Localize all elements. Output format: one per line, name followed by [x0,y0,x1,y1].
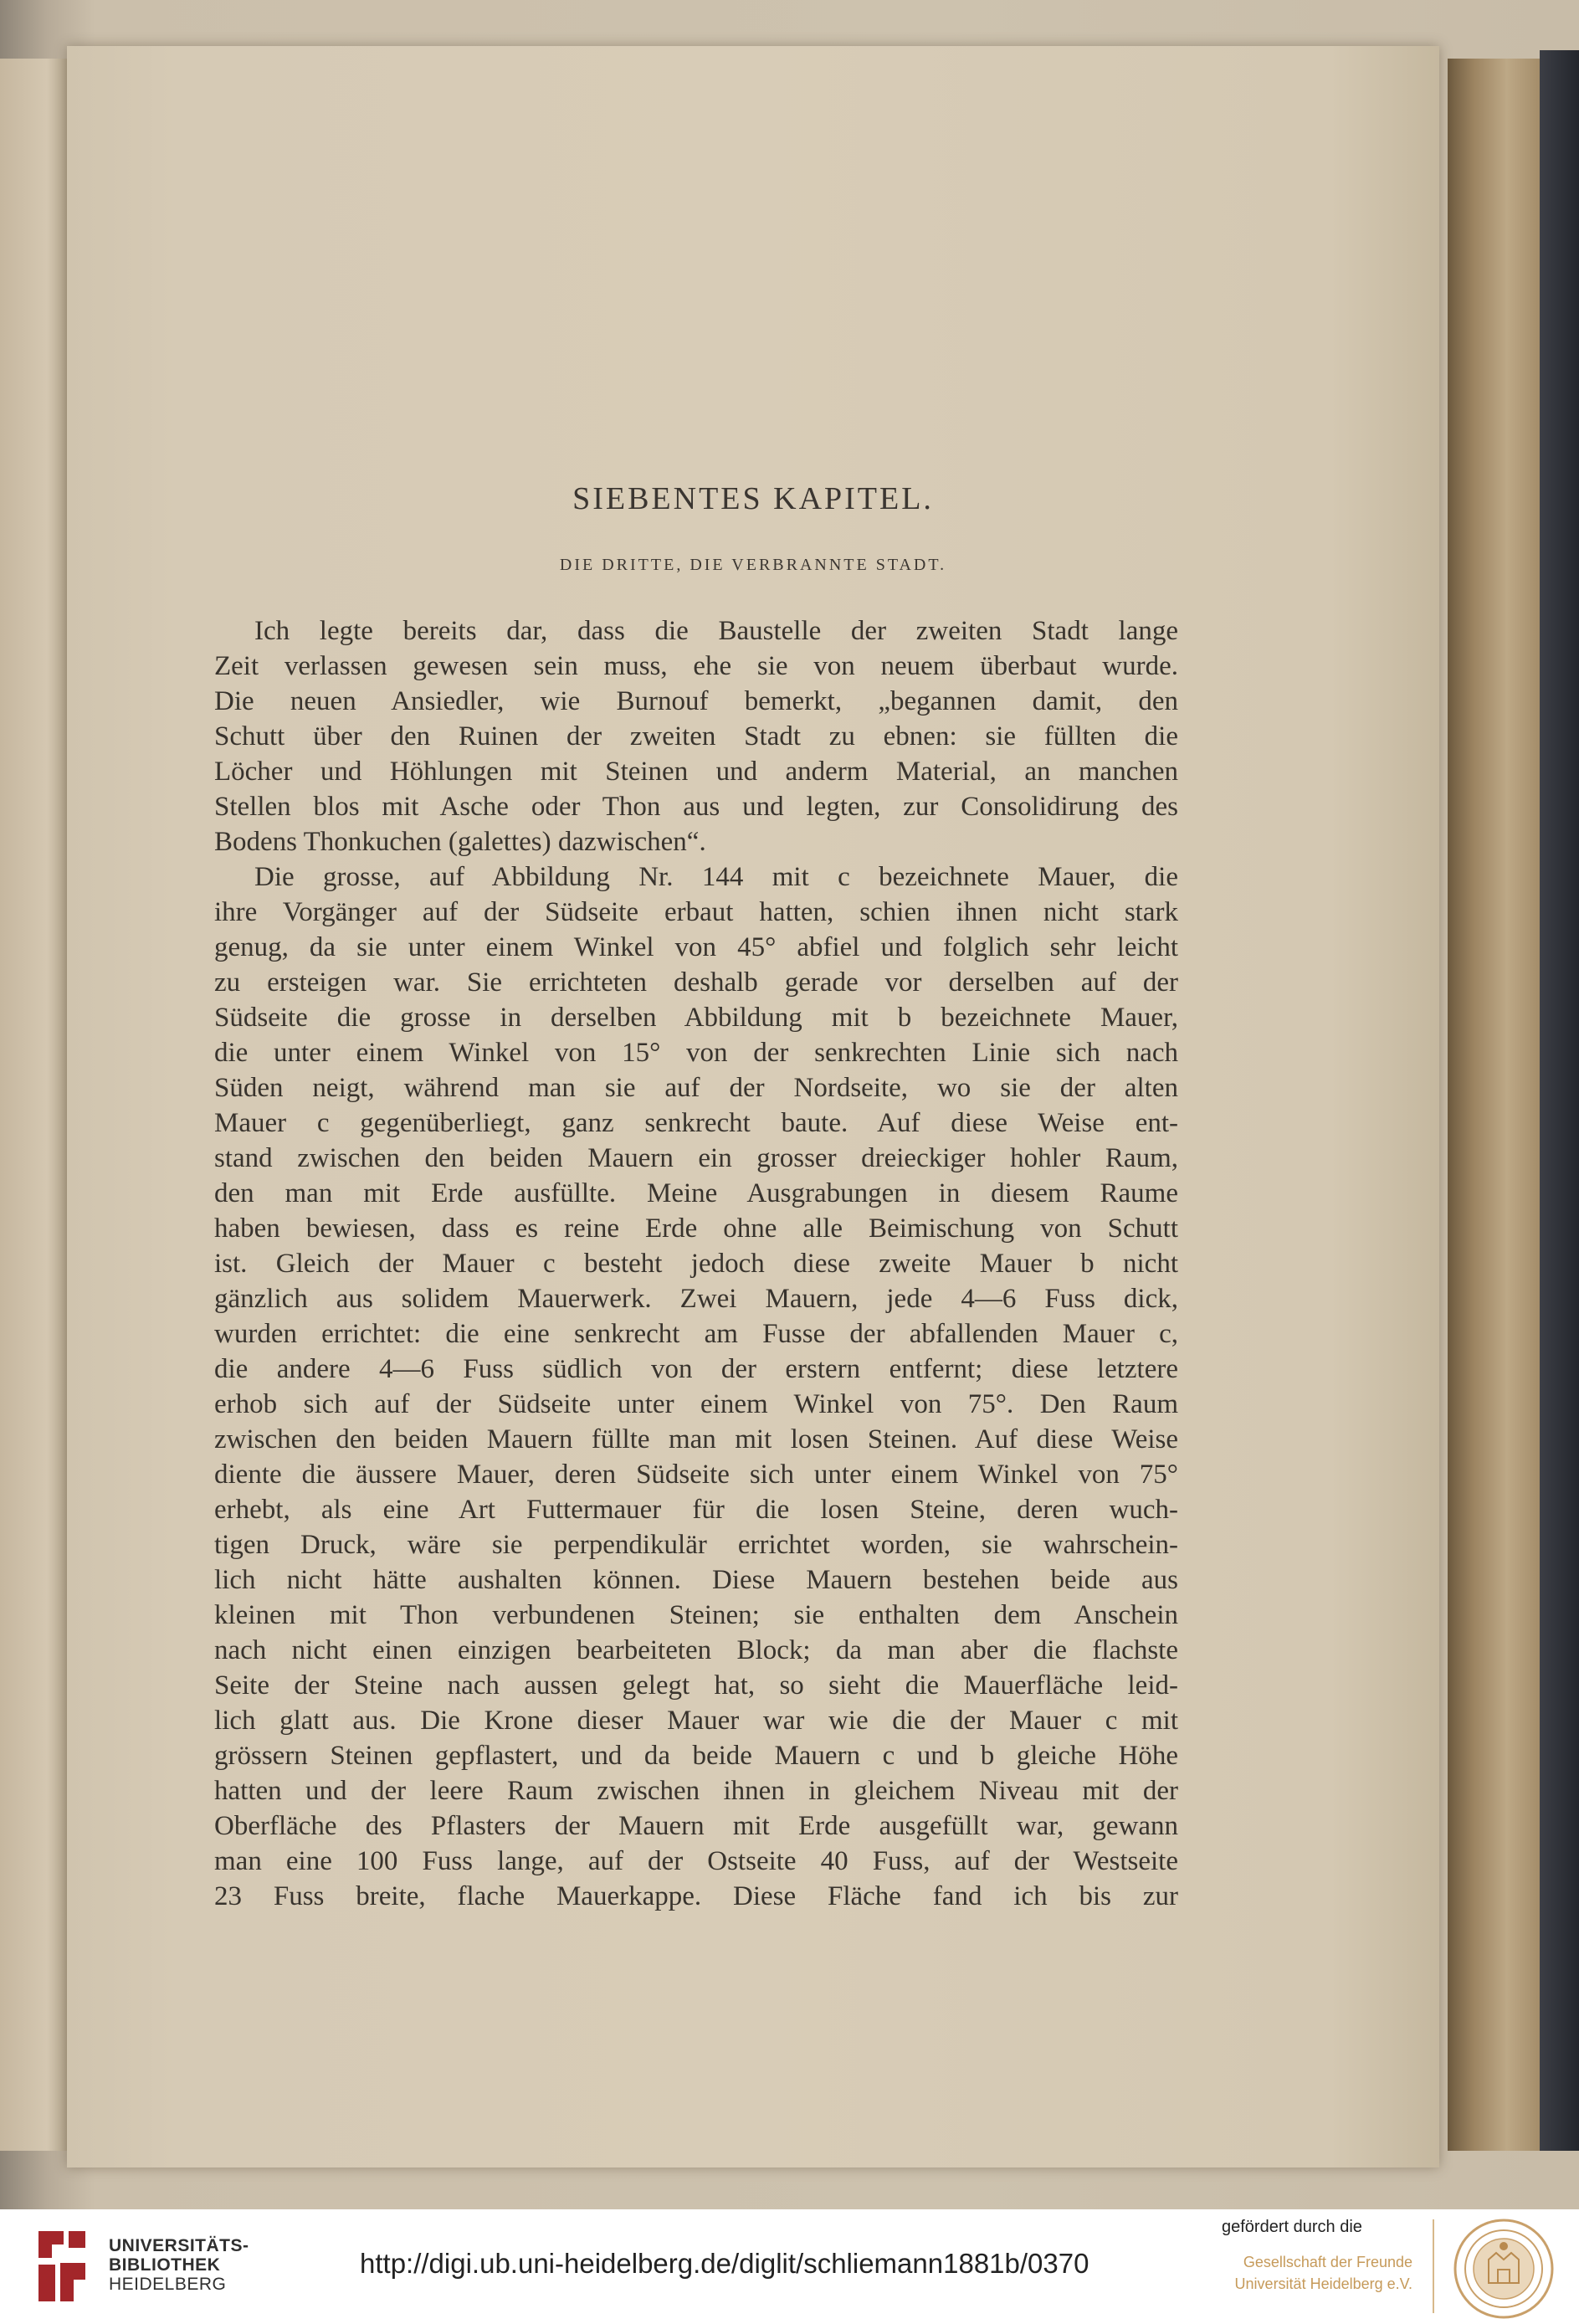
text-line: haben bewiesen, dass es reine Erde ohne alle Beimischung von Schutt [214,1213,1178,1244]
sponsor-intro: gefördert durch die [1222,2218,1362,2236]
text-line: Zeit verlassen gewesen sein muss, ehe sie von neuem überbaut wurde. [214,651,1178,681]
chapter-subtitle: DIE DRITTE, DIE VERBRANNTE STADT. [559,556,947,574]
library-name-line-1: UNIVERSITÄTS- [109,2236,249,2255]
text-line: Bodens Thonkuchen (galettes) dazwischen“. [214,827,706,857]
library-name-line-2: BIBLIOTHEK [109,2255,221,2275]
sponsor-name[interactable] [1230,2251,1412,2295]
text-line: Mauer c gegenüberliegt, ganz senkrecht baute. Auf diese Weise ent- [214,1108,1178,1138]
text-line: gänzlich aus solidem Mauerwerk. Zwei Mauern, jede 4—6 Fuss dick, [214,1284,1178,1314]
text-line: kleinen mit Thon verbundenen Steinen; sie enthalten dem Anschein [214,1600,1178,1630]
text-line: ihre Vorgänger auf der Südseite erbaut hatten, schien ihnen nicht stark [214,897,1178,927]
text-line: zwischen den beiden Mauern füllte man mit losen Steinen. Auf diese Weise [214,1424,1178,1454]
text-line: Stellen blos mit Asche oder Thon aus und legten, zur Consolidirung des [214,792,1178,822]
text-line: stand zwischen den beiden Mauern ein grosser dreieckiger hohler Raum, [214,1143,1178,1173]
sponsor-line-1: Gesellschaft der Freunde [1243,2254,1412,2270]
text-line: Die neuen Ansiedler, wie Burnouf bemerkt, „begannen damit, den [214,686,1178,716]
text-line: Die grosse, auf Abbildung Nr. 144 mit c bezeichnete Mauer, die [254,862,1178,892]
university-library-name [109,2236,249,2294]
text-line: lich nicht hätte aushalten können. Diese Mauern bestehen beide aus [214,1565,1178,1595]
text-line: Süden neigt, während man sie auf der Nordseite, wo sie der alten [214,1073,1178,1103]
text-line: ist. Gleich der Mauer c besteht jedoch diese zweite Mauer b nicht [214,1249,1178,1279]
text-line: zu ersteigen war. Sie errichteten deshalb gerade vor derselben auf der [214,967,1178,998]
text-line: 23 Fuss breite, flache Mauerkappe. Diese Fläche fand ich bis zur [214,1881,1178,1911]
library-name-line-3: HEIDELBERG [109,2275,227,2294]
text-line: Oberfläche des Pflasters der Mauern mit Erde ausgefüllt war, gewann [214,1811,1178,1841]
body-text [214,613,1178,1914]
chapter-title: SIEBENTES KAPITEL. [572,481,934,516]
text-line: erhob sich auf der Südseite unter einem Winkel von 75°. Den Raum [214,1389,1178,1419]
text-line: erhebt, als eine Art Futtermauer für die losen Steine, deren wuch- [214,1495,1178,1525]
book-cover-edge [1540,50,1579,2151]
text-line: den man mit Erde ausfüllte. Meine Ausgrabungen in diesem Raume [214,1178,1178,1208]
text-line: hatten und der leere Raum zwischen ihnen in gleichem Niveau mit der [214,1776,1178,1806]
text-line: Löcher und Höhlungen mit Steinen und anderm Material, an manchen [214,757,1178,787]
text-line: Ich legte bereits dar, dass die Baustelle der zweiten Stadt lange [254,616,1178,646]
text-line: die andere 4—6 Fuss südlich von der erstern entfernt; diese letztere [214,1354,1178,1384]
text-line: diente die äussere Mauer, deren Südseite sich unter einem Winkel von 75° [214,1460,1178,1490]
text-line: Schutt über den Ruinen der zweiten Stadt zu ebnen: sie füllten die [214,721,1178,752]
text-line: lich glatt aus. Die Krone dieser Mauer war wie die der Mauer c mit [214,1706,1178,1736]
text-line: die unter einem Winkel von 15° von der senkrechten Linie sich nach [214,1038,1178,1068]
text-line: genug, da sie unter einem Winkel von 45° abfiel und folglich sehr leicht [214,932,1178,962]
footer-divider [1433,2219,1434,2313]
text-line: Seite der Steine nach aussen gelegt hat, so sieht die Mauerfläche leid- [214,1670,1178,1701]
text-line: man eine 100 Fuss lange, auf der Ostseite 40 Fuss, auf der Westseite [214,1846,1178,1876]
previous-page-edge [0,59,67,2151]
text-line: tigen Druck, wäre sie perpendikulär errichtet worden, sie wahrschein- [214,1530,1178,1560]
sponsor-line-2: Universität Heidelberg e.V. [1234,2275,1412,2292]
university-library-logo-icon[interactable] [30,2224,95,2308]
text-line: grössern Steinen gepflastert, und da beide Mauern c und b gleiche Höhe [214,1741,1178,1771]
text-line: nach nicht einen einzigen bearbeiteten Block; da man aber die flachste [214,1635,1178,1665]
permalink-url[interactable]: http://digi.ub.uni-heidelberg.de/diglit/schliemann1881b/0370 [360,2248,1089,2279]
university-seal-icon [1453,2218,1555,2320]
text-line: Südseite die grosse in derselben Abbildung mit b bezeichnete Mauer, [214,1003,1178,1033]
text-line: wurden errichtet: die eine senkrecht am Fusse der abfallenden Mauer c, [214,1319,1178,1349]
